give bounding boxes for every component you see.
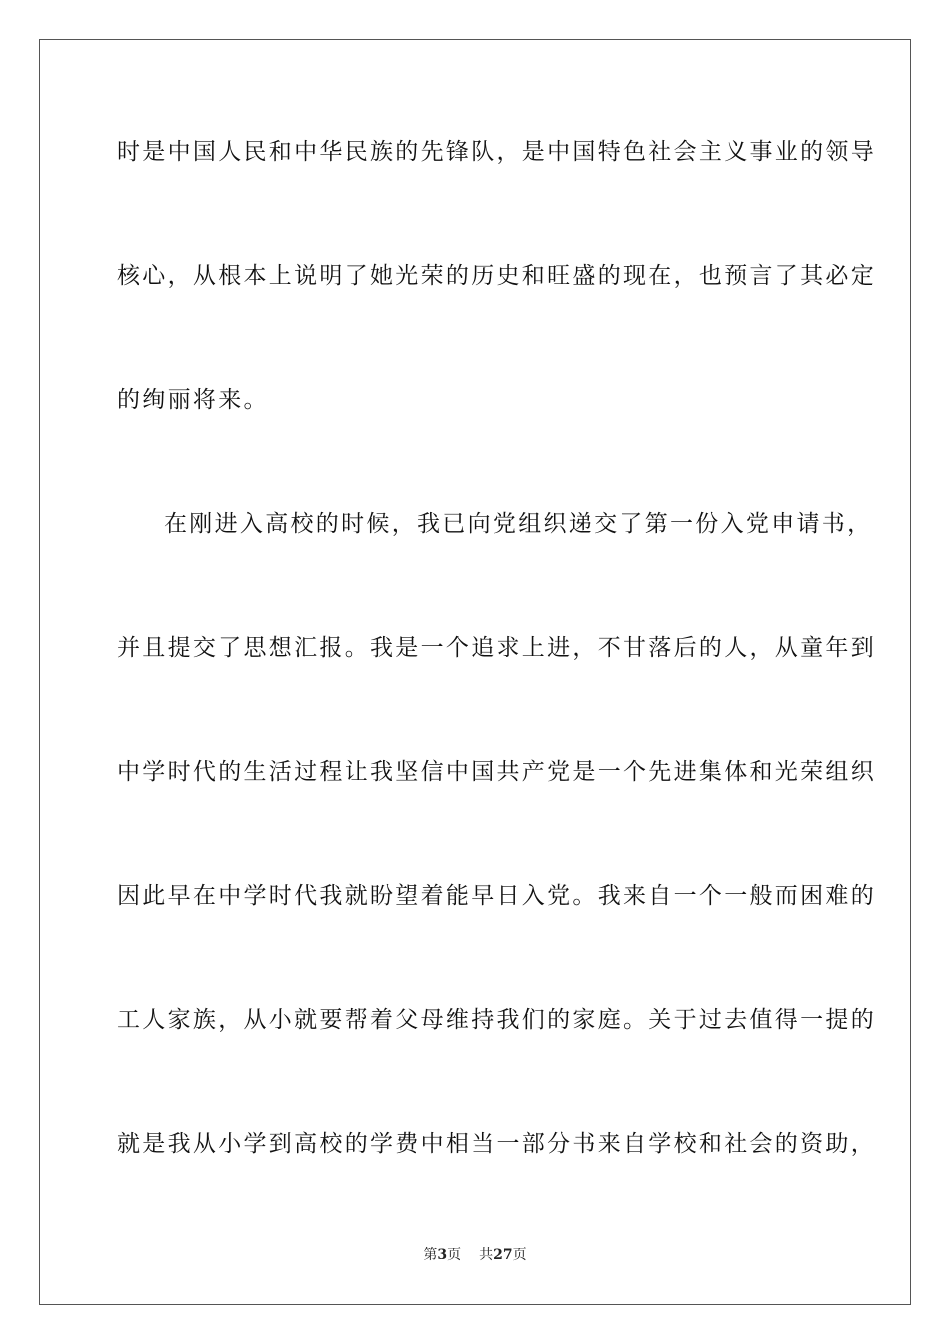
text-line-5: 并且提交了思想汇报。我是一个追求上进，不甘落后的人，从童年到 xyxy=(117,635,876,661)
text-line-1: 时是中国人民和中华民族的先锋队，是中国特色社会主义事业的领导 xyxy=(117,139,876,165)
text-line-6: 中学时代的生活过程让我坚信中国共产党是一个先进集体和光荣组织 xyxy=(117,759,876,785)
footer-page-number: 3 xyxy=(437,1247,448,1263)
text-line-8: 工人家族，从小就要帮着父母维持我们的家庭。关于过去值得一提的 xyxy=(117,1007,876,1033)
text-line-9: 就是我从小学到高校的学费中相当一部分书来自学校和社会的资助， xyxy=(117,1131,876,1157)
text-line-2: 核心，从根本上说明了她光荣的历史和旺盛的现在，也预言了其必定 xyxy=(117,263,876,289)
page-border xyxy=(39,39,911,1305)
text-line-3: 的绚丽将来。 xyxy=(117,387,269,413)
footer-page-prefix: 第 xyxy=(423,1247,438,1263)
footer-total-suffix: 页 xyxy=(512,1247,527,1263)
text-line-4-paragraph-start: 在刚进入高校的时候，我已向党组织递交了第一份入党申请书， xyxy=(164,511,873,537)
footer-total-prefix: 共 xyxy=(479,1247,494,1263)
text-line-7: 因此早在中学时代我就盼望着能早日入党。我来自一个一般而困难的 xyxy=(117,883,876,909)
page-footer xyxy=(0,1245,950,1265)
footer-page-suffix: 页 xyxy=(447,1247,462,1263)
footer-total-pages: 27 xyxy=(493,1247,513,1263)
